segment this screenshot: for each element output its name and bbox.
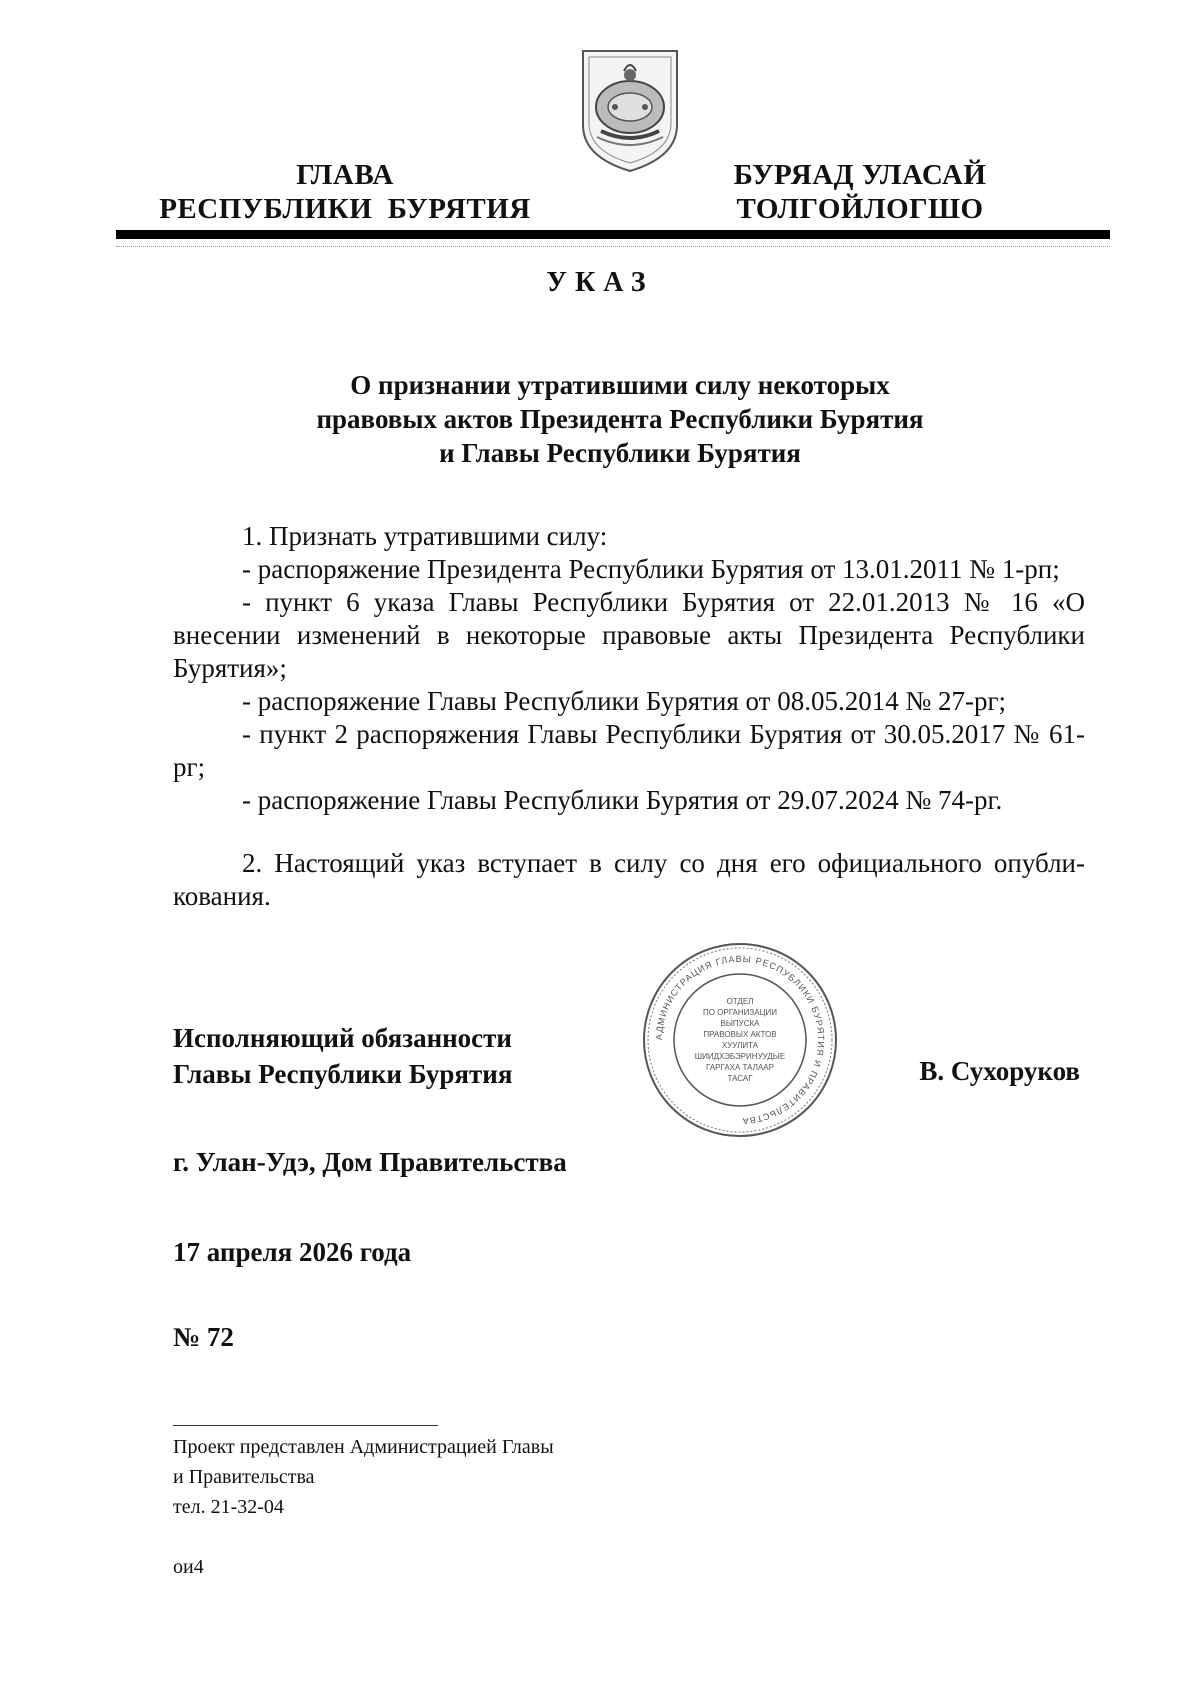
clause-1-item-3: - распоряжение Главы Республики Бурятия от 08.05.2014 № 27-рг; [242, 686, 1007, 716]
subject-line-2: правовых актов Президента Республики Бурятия [316, 404, 924, 434]
issuer-line-2: РЕСПУБЛИКИ БУРЯТИЯ [159, 193, 531, 225]
issuer-buryat-line-1: БУРЯАД УЛАСАЙ [733, 159, 987, 191]
seal-center-line-6: ШИИДХЭБЭРИНУУДЫЕ [694, 1052, 786, 1061]
seal-center-line-1: ОТДЕЛ [726, 997, 754, 1006]
coat-of-arms-icon [575, 45, 685, 175]
clause-2: 2. Настоящий указ вступает в силу со дня его официального опубли-кования. [173, 848, 1085, 911]
issue-place: г. Улан-Удэ, Дом Правительства [173, 1147, 567, 1177]
subject-line-3: и Главы Республики Бурятия [439, 438, 801, 468]
seal-center-line-4: ПРАВОВЫХ АКТОВ [703, 1030, 777, 1039]
document-code: ои4 [173, 1556, 204, 1578]
footnote-line-2: и Правительства [173, 1466, 315, 1488]
seal-stamp-icon [640, 940, 840, 1140]
subject-line-1: О признании утратившими силу некоторых [350, 370, 890, 400]
footnote [173, 1432, 773, 1522]
clause-1-item-5: - распоряжение Главы Республики Бурятия от 29.07.2024 № 74-рг. [242, 785, 1003, 815]
official-seal [640, 940, 840, 1140]
decree-number: № 72 [173, 1322, 234, 1352]
signatory-position-line-1: Исполняющий обязанности [173, 1023, 512, 1053]
seal-ring-text: АДМИНИСТРАЦИЯ ГЛАВЫ РЕСПУБЛИКИ БУРЯТИЯ И ПРАВИТЕЛЬСТВА [653, 953, 827, 1127]
clause-1-item-2: - пункт 6 указа Главы Республики Бурятия от 22.01.2013 № 16 «О внесении изменений в некоторые правовые акты Президента Республики Бурятия»; [173, 587, 1085, 683]
signatory-name: В. Сухоруков [919, 1056, 1080, 1086]
clause-1-item-4: - пункт 2 распоряжения Главы Республики Бурятия от 30.05.2017 № 61-рг; [173, 719, 1085, 782]
signatory-position [173, 1020, 593, 1092]
footnote-divider [173, 1425, 438, 1426]
seal-center-line-8: ТАСАГ [727, 1074, 753, 1083]
seal-center-line-7: ГАРГАХА ТАЛААР [706, 1063, 774, 1072]
issuer-buryat-line-2: ТОЛГОЙЛОГШО [736, 193, 984, 225]
signatory-position-line-2: Главы Республики Бурятия [173, 1059, 513, 1089]
clause-1-item-1: - распоряжение Президента Республики Бурятия от 13.01.2011 № 1-рп; [242, 554, 1060, 584]
header-divider-thick [116, 230, 1110, 239]
coat-of-arms-emblem [575, 45, 685, 175]
seal-center-line-5: ХУУЛИТА [721, 1041, 759, 1050]
footnote-line-1: Проект представлен Администрацией Главы [173, 1436, 554, 1458]
issuer-title-russian [150, 158, 540, 226]
decree-body [173, 520, 1085, 913]
issuer-title-buryat [700, 158, 1020, 226]
seal-center-line-3: ВЫПУСКА [720, 1019, 760, 1028]
header-divider-thin [116, 246, 1110, 248]
issuer-line-1: ГЛАВА [296, 159, 394, 191]
document-type-title: УКАЗ [546, 267, 654, 298]
seal-center-line-2: ПО ОРГАНИЗАЦИИ [703, 1008, 777, 1017]
issue-date: 17 апреля 2026 года [173, 1237, 412, 1267]
footnote-phone: тел. 21-32-04 [173, 1496, 284, 1518]
clause-1-heading: 1. Признать утратившими силу: [242, 521, 608, 551]
decree-subject [200, 368, 1040, 470]
